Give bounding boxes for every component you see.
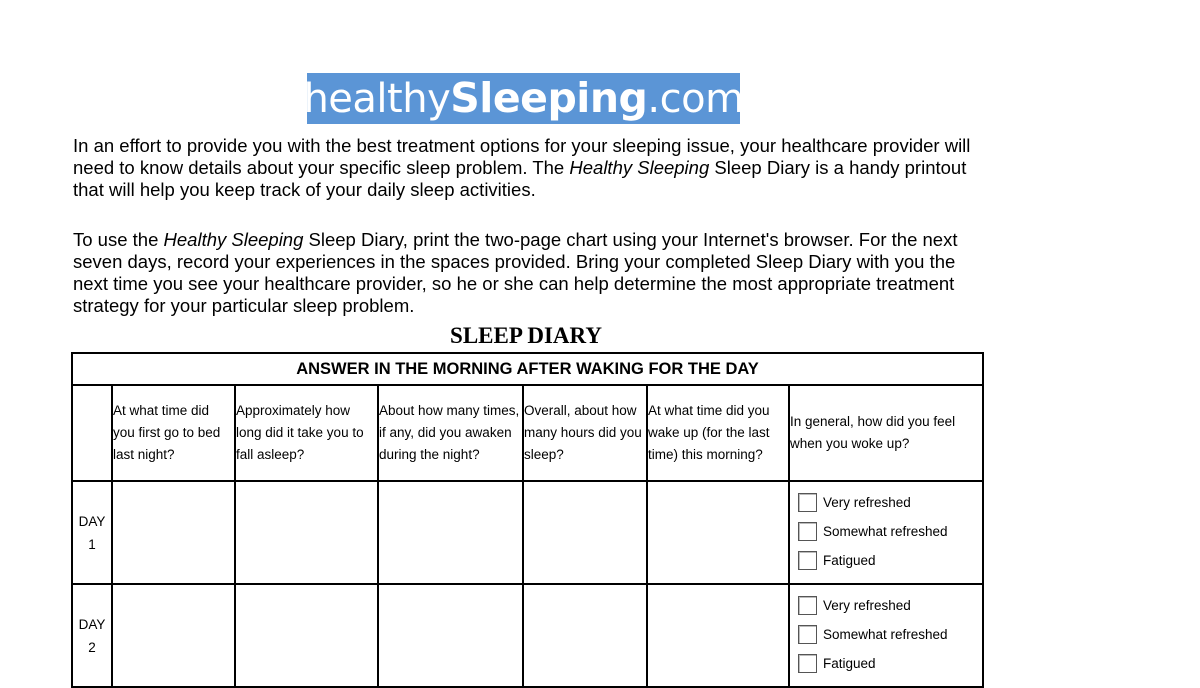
question-fall-asleep: Approximately how long did it take you to fall asleep? [235, 385, 378, 481]
checkbox[interactable] [798, 596, 817, 615]
question-wake-time: At what time did you wake up (for the last time) this morning? [647, 385, 789, 481]
option-very-refreshed[interactable] [798, 591, 982, 620]
question-bedtime: At what time did you first go to bed last night? [112, 385, 235, 481]
healthysleeping-logo [303, 73, 744, 124]
option-label: Somewhat refreshed [823, 524, 948, 539]
day-label-cell [72, 481, 112, 584]
section-header: ANSWER IN THE MORNING AFTER WAKING FOR THE DAY [72, 353, 983, 385]
blank-corner-cell [72, 385, 112, 481]
day-label: DAY [78, 616, 106, 632]
intro-paragraph-1: In an effort to provide you with the best treatment options for your sleeping issue, your healthcare provider will need to know details about your specific sleep problem. The Healthy Sleeping Sleep Diary is a handy printout that will help you keep track of your daily sleep activities. [73, 135, 971, 200]
option-label: Very refreshed [823, 598, 911, 613]
bedtime-entry-cell[interactable] [112, 584, 235, 687]
fall-asleep-entry-cell[interactable] [235, 584, 378, 687]
question-hours-slept: Overall, about how many hours did you sleep? [523, 385, 647, 481]
hours-slept-entry-cell[interactable] [523, 481, 647, 584]
option-label: Somewhat refreshed [823, 627, 948, 642]
day-row [72, 584, 983, 687]
wake-time-entry-cell[interactable] [647, 481, 789, 584]
logo-word-healthy: healthy [303, 75, 451, 122]
feeling-options-cell [789, 481, 983, 584]
day-row [72, 481, 983, 584]
option-label: Fatigued [823, 553, 876, 568]
option-label: Fatigued [823, 656, 876, 671]
checkbox[interactable] [798, 551, 817, 570]
day-label: DAY [78, 513, 106, 529]
option-label: Very refreshed [823, 495, 911, 510]
checkbox[interactable] [798, 654, 817, 673]
fall-asleep-entry-cell[interactable] [235, 481, 378, 584]
day-label-cell [72, 584, 112, 687]
option-fatigued[interactable] [798, 649, 982, 678]
wake-time-entry-cell[interactable] [647, 584, 789, 687]
sleep-diary-table [71, 352, 984, 688]
checkbox[interactable] [798, 493, 817, 512]
checkbox[interactable] [798, 625, 817, 644]
logo-word-sleeping: Sleeping [450, 74, 648, 122]
option-somewhat-refreshed[interactable] [798, 517, 982, 546]
section-header-row [72, 353, 983, 385]
awakenings-entry-cell[interactable] [378, 584, 523, 687]
questions-row [72, 385, 983, 481]
feeling-options-cell [789, 584, 983, 687]
day-number: 1 [88, 536, 96, 552]
option-somewhat-refreshed[interactable] [798, 620, 982, 649]
bedtime-entry-cell[interactable] [112, 481, 235, 584]
sleep-diary-title: SLEEP DIARY [450, 323, 602, 348]
intro-paragraph-2: To use the Healthy Sleeping Sleep Diary, print the two-page chart using your Internet's browser. For the next seven days, record your experiences in the spaces provided. Bring your completed Sleep Diary with you the next time you see your healthcare provider, so he or she can help determine the most appropriate treatment strategy for your particular sleep problem. [73, 229, 958, 316]
hours-slept-entry-cell[interactable] [523, 584, 647, 687]
day-number: 2 [88, 639, 96, 655]
logo-word-com: .com [647, 75, 744, 122]
question-awakenings: About how many times, if any, did you awaken during the night? [378, 385, 523, 481]
option-very-refreshed[interactable] [798, 488, 982, 517]
checkbox[interactable] [798, 522, 817, 541]
option-fatigued[interactable] [798, 546, 982, 575]
question-feeling: In general, how did you feel when you woke up? [789, 385, 983, 481]
awakenings-entry-cell[interactable] [378, 481, 523, 584]
